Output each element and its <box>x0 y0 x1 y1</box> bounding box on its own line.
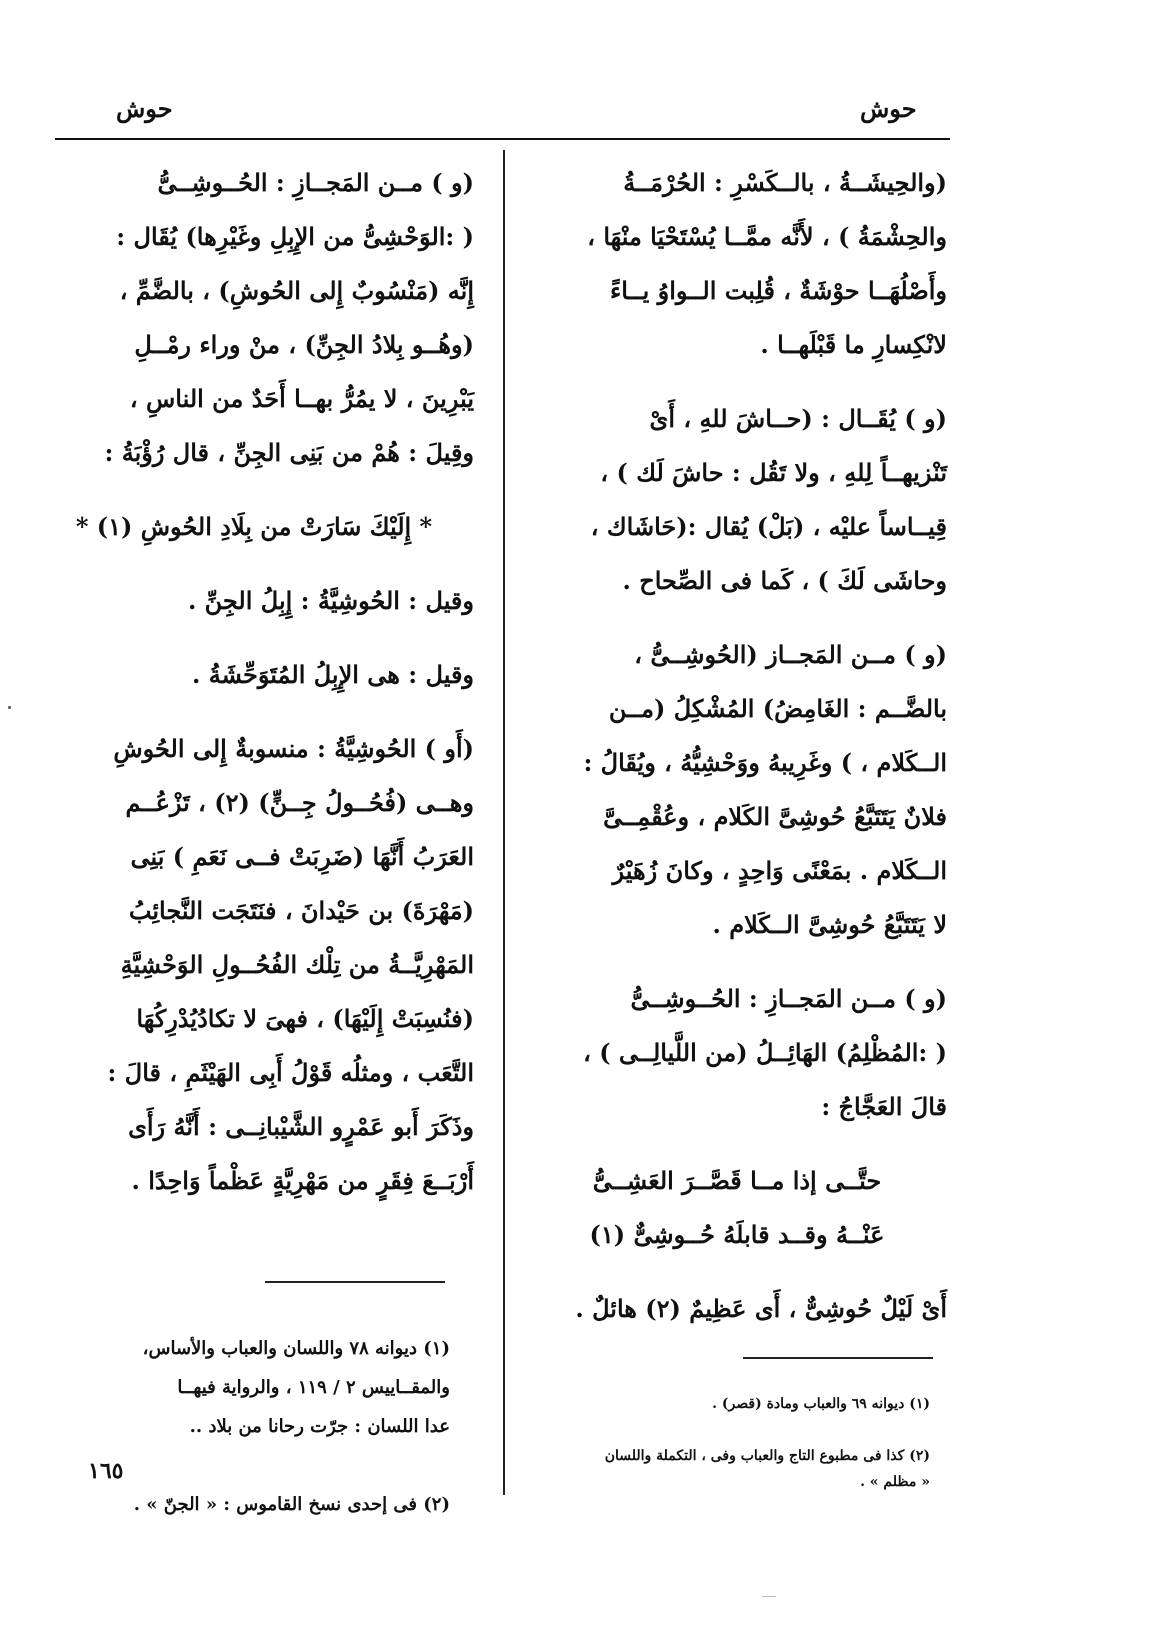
paragraph: (و ) مــن المَجــاز (الحُوشِــىُّ ، بالضَّــم : الغَامِضُ) المُشْكِلُ (مــن الــكَلام ، ) وغَرِيبهُ ووَحْشِيُّهُ ، ويُقَالُ : فلانٌ يَتَتَبَّعُ حُوشِىَّ الكَلام ، وعُقْمِــىَّ الــكَلام . بمَعْنًى وَاحِدٍ ، وكانَ زُهَيْرٌ لا يَتَتَبَّعُ حُوشِىَّ الــكَلام . <box>583 640 947 939</box>
verse: حتَّــى إذا مــا قَصَّــرَ العَشِــىُّ عَنْــهُ وقــد قابلَهُ حُــوشِىٌّ (١) <box>589 1166 885 1249</box>
paragraph: وقيل : هى الإِبِلُ المُتَوَحِّشَةُ . <box>192 660 474 689</box>
footnote-rule-left <box>265 1281 445 1283</box>
right-column <box>527 156 947 1356</box>
paragraph: وقيل : الحُوشِيَّةُ : إِبِلُ الجِنِّ . <box>187 586 474 615</box>
scan-speck <box>8 706 11 709</box>
paragraph: أَىْ لَيْلٌ حُوشِىٌّ ، أَى عَظِيمٌ (٢) هائلٌ . <box>575 1294 947 1323</box>
header-rule <box>55 138 950 140</box>
paragraph: (أَو ) الحُوشِيَّةُ : منسوبةٌ إِلى الحُوشِ وهــى (فُحُــولُ جِــنٍّ) (٢) ، تَزْعُــم العَرَبُ أَنَّهَا (ضَرِبَتْ فــى نَعَمِ ) بَنِى (مَهْرَةَ) بن حَيْدانَ ، فنَتَجَت النَّجائِبُ المَهْرِيَّــةُ من تِلْك الفُحُــولِ الوَحْشِيَّةِ (فنُسِبَتْ إِلَيْهَا) ، فهىَ لا تكادُيُدْرِكُهَا التَّعَب ، ومثلُه قَوْلُ أَبِى الهَيْثَمِ ، قالَ : وذَكَرَ أَبو عَمْرٍو الشَّيْبانِــى : أَنَّهُ رَأَى أَرْبَــعَ فِقَرٍ من مَهْرِيَّةٍ عَظْماً وَاحِدًا . <box>107 734 474 1195</box>
paragraph: (و ) يُقَــال : (حــاشَ للهِ ، أَىْ تَنْزيهــاً لِلهِ ، ولا تَقُل : حاشَ لَك ) ، قِيــاساً عليْه ، (بَلْ) يُقال :(حَاشَاك ، وحاشَى لَكَ ) ، كَما فى الصِّحاح . <box>590 404 947 595</box>
footnote: (٢) كذا فى مطبوع التاج والعباب وفى ، التكملة واللسان « مظلم » . <box>604 1448 930 1490</box>
footnote: (٢) فى إحدى نسخ القاموس : « الجنّ » . <box>133 1494 450 1515</box>
running-head-right: حوش <box>860 94 917 123</box>
footnote-rule-right <box>743 1357 933 1359</box>
running-head-left: حوش <box>116 94 173 123</box>
footnotes-left <box>40 1290 450 1563</box>
scan-mark <box>762 1596 776 1597</box>
column-divider <box>503 150 505 1495</box>
paragraph: (والحِيشَــةُ ، بالــكَسْرِ : الحُرْمَــةُ والحِشْمَةُ ) ، لأَنَّه ممَّــا يُسْتَحْيَا منْهَا ، وأَصْلُهَــا حوْشَةٌ ، قُلِبت الــواوُ يــاءً لانْكِسارِ ما قَبْلَهــا . <box>587 168 947 359</box>
paragraph: (و ) مــن المَجــازِ : الحُــوشِــىُّ ( :المُظْلِمُ) الهَائِــلُ (من اللَّيالِــى ) ، قالَ العَجَّاجُ : <box>583 984 947 1121</box>
page-number: ١٦٥ <box>88 1458 124 1484</box>
left-column <box>34 156 474 1228</box>
footnote: (١) ديوانه ٦٩ والعباب ومادة (قصر) . <box>712 1396 930 1412</box>
footnote: (١) ديوانه ٧٨ واللسان والعباب والأساس، والمقــاييس ٢ / ١١٩ ، والرواية فيهــا عدا اللسان : جرّت رحانا من بلاد .. <box>142 1338 450 1437</box>
paragraph: (و ) مــن المَجــازِ : الحُــوشِــىُّ ( :الوَحْشِىُّ من الإِبِلِ وغَيْرِها) يُقَال : إِنَّه (مَنْسُوبٌ إِلى الحُوشِ) ، بالضَّمِّ ، (وهُــو بِلادُ الجِنِّ) ، منْ وراء رمْــلِ يَبْرِينَ ، لا يمُرُّ بهــا أَحَدٌ من الناسِ ، وقِيلَ : هُمْ من بَنِى الجِنِّ ، قال رُؤْبَةُ : <box>104 168 474 467</box>
footnotes-right <box>520 1365 930 1521</box>
verse: * إِلَيْكَ سَارَتْ من بِلَادِ الحُوشِ (١) * <box>75 512 433 541</box>
